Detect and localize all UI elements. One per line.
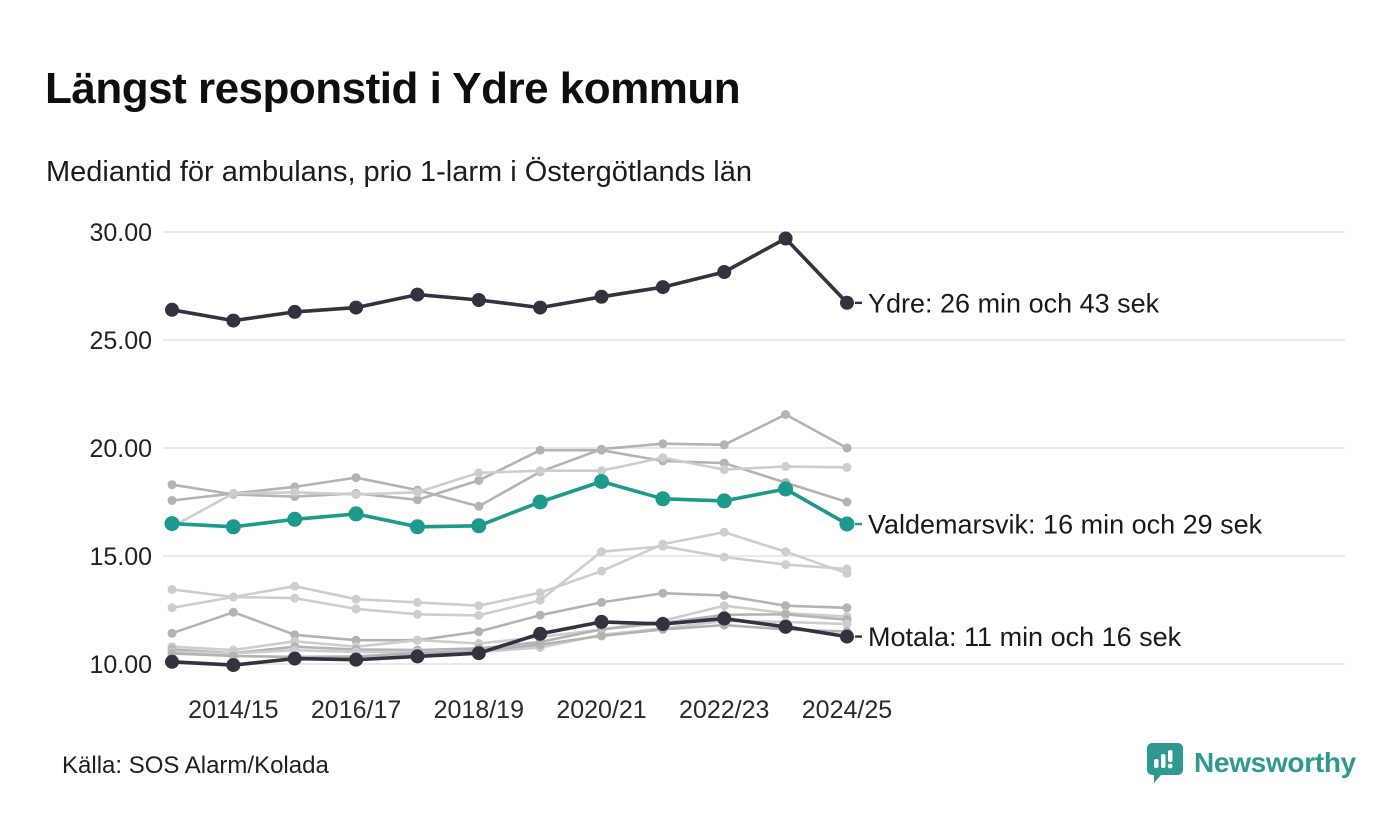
series-point-Valdemarsvik	[778, 482, 793, 497]
series-point-other-2	[597, 446, 606, 455]
series-point-other-5	[658, 542, 667, 551]
series-point-other-10	[597, 631, 606, 640]
source-note: Källa: SOS Alarm/Kolada	[62, 752, 329, 779]
series-point-Valdemarsvik	[410, 519, 425, 534]
series-point-Ydre	[410, 288, 424, 302]
series-point-other-3	[474, 468, 483, 477]
series-point-other-5	[842, 565, 851, 574]
x-axis-tick-label: 2016/17	[310, 696, 402, 724]
series-point-other-5	[597, 547, 606, 556]
y-axis-tick-label: 25.00	[89, 327, 152, 355]
series-point-other-1	[352, 473, 361, 482]
series-point-other-3	[720, 465, 729, 474]
series-point-other-2	[536, 446, 545, 455]
series-point-other-5	[229, 593, 238, 602]
series-point-other-4	[781, 547, 790, 556]
series-point-other-6	[842, 603, 851, 612]
y-axis-tick-label: 30.00	[89, 219, 152, 247]
series-point-other-4	[720, 528, 729, 537]
series-point-other-6	[168, 629, 177, 638]
newsworthy-logo	[1146, 742, 1356, 784]
series-point-other-5	[474, 611, 483, 620]
series-point-other-5	[290, 594, 299, 603]
series-point-other-5	[536, 596, 545, 605]
series-point-Ydre	[165, 303, 179, 317]
series-point-Ydre	[717, 265, 731, 279]
series-line-other-2	[172, 450, 847, 502]
series-point-other-5	[168, 603, 177, 612]
series-point-Ydre	[656, 280, 670, 294]
series-point-other-7	[413, 636, 422, 645]
series-point-other-6	[720, 591, 729, 600]
series-point-Motala	[288, 652, 302, 666]
series-point-other-5	[352, 604, 361, 613]
series-point-Valdemarsvik	[165, 516, 180, 531]
series-point-other-2	[842, 498, 851, 507]
series-point-other-6	[597, 598, 606, 607]
series-point-other-4	[168, 585, 177, 594]
series-line-Ydre	[172, 239, 847, 321]
series-point-other-1	[781, 410, 790, 419]
series-point-other-3	[536, 466, 545, 475]
series-point-Motala	[717, 612, 731, 626]
series-point-other-3	[842, 463, 851, 472]
chart-subtitle: Mediantid för ambulans, prio 1-larm i Östergötlands län	[46, 156, 752, 188]
series-point-other-10	[536, 640, 545, 649]
series-point-Motala	[226, 658, 240, 672]
series-point-Ydre	[226, 314, 240, 328]
series-point-Motala	[656, 617, 670, 631]
y-axis-tick-label: 10.00	[89, 651, 152, 679]
series-point-other-5	[781, 560, 790, 569]
series-point-Valdemarsvik	[533, 495, 548, 510]
series-end-label-Motala: Motala: 11 min och 16 sek	[868, 622, 1182, 653]
x-axis-tick-label: 2022/23	[679, 696, 770, 724]
x-axis-tick-label: 2014/15	[188, 696, 279, 724]
series-point-Valdemarsvik	[471, 518, 486, 533]
series-point-other-5	[413, 610, 422, 619]
series-point-other-3	[352, 490, 361, 499]
series-point-Valdemarsvik	[226, 519, 241, 534]
series-end-label-Ydre: Ydre: 26 min och 43 sek	[868, 288, 1160, 319]
series-point-other-4	[474, 601, 483, 610]
series-point-other-3	[413, 488, 422, 497]
series-point-Motala	[779, 620, 793, 634]
series-point-other-3	[781, 462, 790, 471]
series-point-other-6	[229, 608, 238, 617]
series-point-Ydre	[779, 232, 793, 246]
series-point-Motala	[349, 653, 363, 667]
series-point-other-3	[229, 489, 238, 498]
series-point-other-5	[720, 553, 729, 562]
series-point-Valdemarsvik	[839, 517, 854, 532]
x-axis-tick-label: 2018/19	[433, 696, 524, 724]
series-point-other-4	[413, 598, 422, 607]
series-point-other-1	[842, 444, 851, 453]
series-point-Motala	[472, 646, 486, 660]
series-point-other-2	[168, 480, 177, 489]
series-point-Valdemarsvik	[349, 506, 364, 521]
series-point-Ydre	[840, 296, 854, 310]
series-point-other-6	[474, 627, 483, 636]
series-point-Motala	[595, 615, 609, 629]
series-point-Ydre	[595, 290, 609, 304]
newsworthy-bubble-chart-icon	[1146, 742, 1184, 784]
series-point-Motala	[840, 630, 854, 644]
series-point-other-4	[352, 595, 361, 604]
series-end-label-Valdemarsvik: Valdemarsvik: 16 min och 29 sek	[868, 509, 1263, 540]
x-axis-tick-label: 2020/21	[556, 696, 647, 724]
series-line-other-4	[172, 532, 847, 606]
series-point-other-4	[597, 567, 606, 576]
series-point-Valdemarsvik	[717, 493, 732, 508]
series-point-Ydre	[288, 305, 302, 319]
series-point-other-7	[720, 601, 729, 610]
series-point-Valdemarsvik	[594, 474, 609, 489]
series-point-other-6	[658, 589, 667, 598]
series-point-other-4	[290, 582, 299, 591]
series-point-other-3	[290, 488, 299, 497]
series-point-other-1	[474, 502, 483, 511]
series-point-other-1	[720, 440, 729, 449]
series-point-Valdemarsvik	[287, 512, 302, 527]
series-point-other-3	[597, 466, 606, 475]
series-point-Valdemarsvik	[655, 491, 670, 506]
series-line-other-3	[172, 458, 847, 527]
series-point-Ydre	[349, 301, 363, 315]
y-axis-tick-label: 15.00	[89, 543, 152, 571]
series-point-other-1	[658, 439, 667, 448]
y-axis-tick-label: 20.00	[89, 435, 152, 463]
series-point-other-6	[536, 611, 545, 620]
newsworthy-logo-text: Newsworthy	[1194, 747, 1356, 778]
series-point-Ydre	[533, 301, 547, 315]
series-point-Motala	[165, 655, 179, 669]
page-title: Längst responstid i Ydre kommun	[45, 64, 741, 113]
series-point-Ydre	[472, 293, 486, 307]
series-point-Motala	[410, 649, 424, 663]
series-point-Motala	[533, 627, 547, 641]
x-axis-tick-label: 2024/25	[801, 696, 893, 724]
series-point-other-3	[658, 453, 667, 462]
series-point-other-1	[168, 496, 177, 505]
